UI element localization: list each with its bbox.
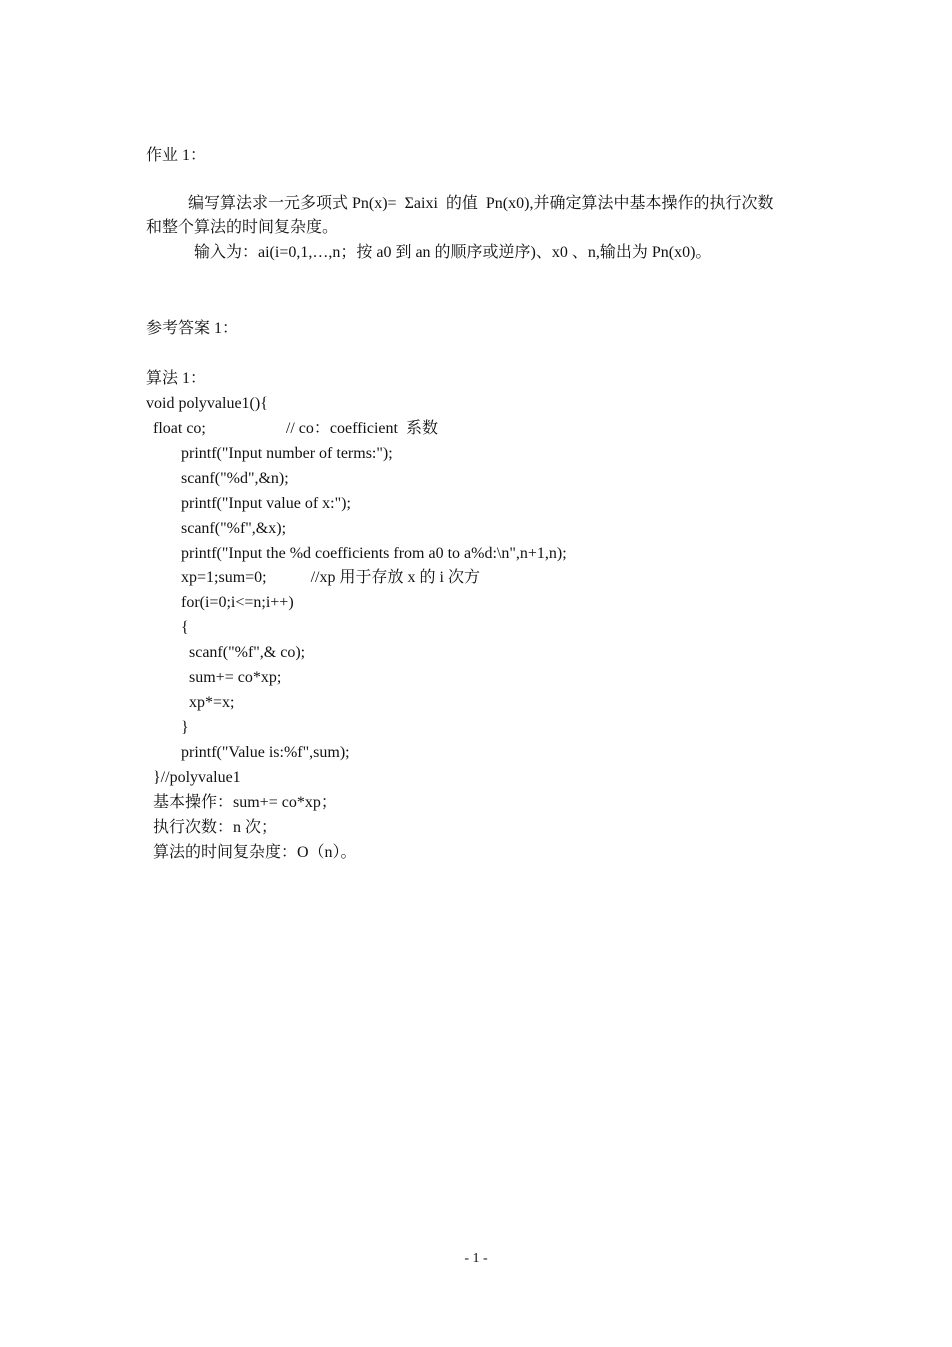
homework-description-line1: 编写算法求一元多项式 Pn(x)= Σaixi 的值 Pn(x0),并确定算法中基本操作的执行次数 xyxy=(188,195,774,212)
homework-description-line2: 和整个算法的时间复杂度。 xyxy=(146,219,339,236)
code-line-printf-terms: printf("Input number of terms:"); xyxy=(181,445,393,462)
code-line-for: for(i=0;i<=n;i++) xyxy=(181,594,294,611)
code-line-scanf-n: scanf("%d",&n); xyxy=(181,470,289,487)
code-line-scanf-co: scanf("%f",& co); xyxy=(189,644,306,661)
code-line-init: xp=1;sum=0; //xp 用于存放 x 的 i 次方 xyxy=(181,569,480,586)
code-line-open-brace: { xyxy=(181,619,189,636)
basic-operation: 基本操作：sum+= co*xp； xyxy=(153,794,337,811)
homework-input-spec: 输入为：ai(i=0,1,…,n；按 a0 到 an 的顺序或逆序)、x0 、n,输出为 Pn(x0)。 xyxy=(194,244,712,261)
code-line-printf-x: printf("Input value of x:"); xyxy=(181,495,351,512)
answer-title: 参考答案 1： xyxy=(146,320,239,337)
code-line-xp: xp*=x; xyxy=(189,694,235,711)
code-line-function-end: }//polyvalue1 xyxy=(153,769,241,786)
algorithm-title: 算法 1： xyxy=(146,370,207,387)
code-line-printf-value: printf("Value is:%f",sum); xyxy=(181,744,350,761)
code-line-sum: sum+= co*xp; xyxy=(189,669,282,686)
code-line-function-header: void polyvalue1(){ xyxy=(146,395,268,412)
homework-title: 作业 1： xyxy=(146,147,207,164)
execution-count: 执行次数：n 次； xyxy=(153,819,278,836)
code-line-declaration: float co; // co：coefficient 系数 xyxy=(153,420,438,437)
code-line-close-brace: } xyxy=(181,719,189,736)
code-line-scanf-x: scanf("%f",&x); xyxy=(181,520,287,537)
page-number: - 1 - xyxy=(464,1251,488,1266)
code-line-printf-coefficients: printf("Input the %d coefficients from a0 to a%d:\n",n+1,n); xyxy=(181,545,567,562)
time-complexity: 算法的时间复杂度：O（n）。 xyxy=(153,844,357,861)
